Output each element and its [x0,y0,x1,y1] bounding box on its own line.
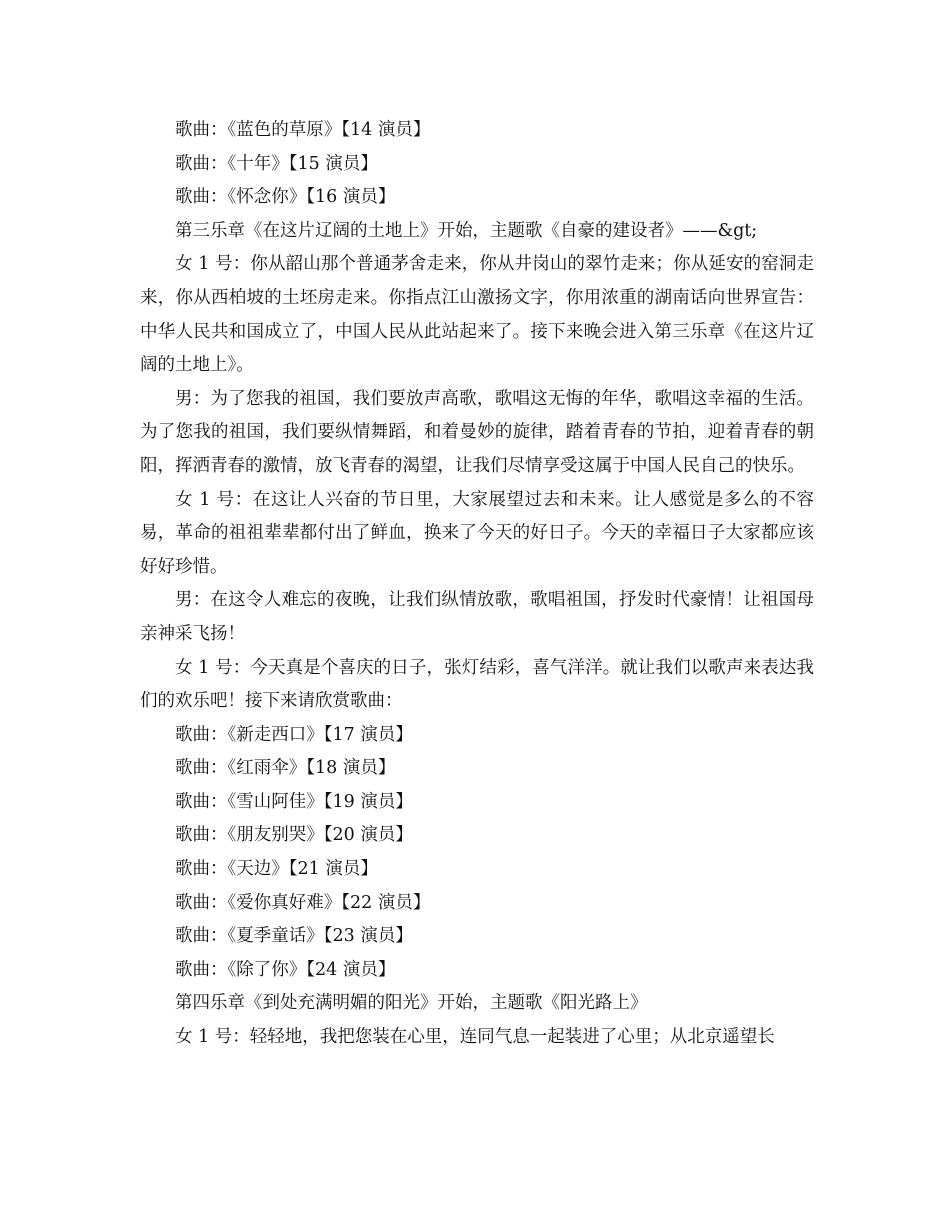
song-entry: 歌曲：《除了你》【24 演员】 [175,959,396,980]
song-entry: 歌曲：《雪山阿佳》【19 演员】 [175,791,413,812]
dialogue-paragraph: 女 1 号：在这让人兴奋的节日里，大家展望过去和未来。让人感觉是多么的不容易，革命的祖祖辈辈都付出了鲜血，换来了今天的好日子。今天的幸福日子大家都应该好好珍惜。 [140,489,814,577]
song-entry: 歌曲：《新走西口》【17 演员】 [175,724,413,745]
dialogue-paragraph: 男：在这令人难忘的夜晚，让我们纵情放歌，歌唱祖国，抒发时代豪情！让祖国母亲神采飞扬！ [140,590,814,644]
dialogue-paragraph: 女 1 号：你从韶山那个普通茅舍走来，你从井岗山的翠竹走来；你从延安的窑洞走来，你从西柏坡的土坯房走来。你指点江山激扬文字，你用浓重的湖南话向世界宣告：中华人民共和国成立了，中国人民从此站起来了。接下来晚会进入第三乐章《在这片辽阔的土地上》。 [140,254,814,376]
song-entry: 歌曲：《夏季童话》【23 演员】 [175,926,413,947]
chapter-heading: 第三乐章《在这片辽阔的土地上》开始，主题歌《自豪的建设者》——&gt; [175,220,758,241]
song-entry: 歌曲：《怀念你》【16 演员】 [175,187,396,208]
document-page [140,114,814,1055]
dialogue-paragraph: 女 1 号：今天真是个喜庆的日子，张灯结彩，喜气洋洋。就让我们以歌声来表达我们的欢乐吧！接下来请欣赏歌曲： [140,657,814,712]
dialogue-line: 女 1 号：轻轻地，我把您装在心里，连同气息一起装进了心里；从北京遥望长 [175,1027,775,1048]
song-entry: 歌曲：《蓝色的草原》【14 演员】 [175,120,431,140]
dialogue-paragraph: 男：为了您我的祖国，我们要放声高歌，歌唱这无悔的年华，歌唱这幸福的生活。为了您我的祖国，我们要纵情舞蹈，和着曼妙的旋律，踏着青春的节拍，迎着青春的朝阳，挥洒青春的激情，放飞青春的渴望，让我们尽情享受这属于中国人民自己的快乐。 [140,388,814,476]
song-entry: 歌曲：《红雨伞》【18 演员】 [175,758,396,779]
song-entry: 歌曲：《天边》【21 演员】 [175,859,378,880]
song-entry: 歌曲：《爱你真好难》【22 演员】 [175,892,431,913]
song-entry: 歌曲：《朋友别哭》【20 演员】 [175,825,413,846]
song-entry: 歌曲：《十年》【15 演员】 [175,153,378,174]
chapter-heading: 第四乐章《到处充满明媚的阳光》开始，主题歌《阳光路上》 [175,993,648,1014]
